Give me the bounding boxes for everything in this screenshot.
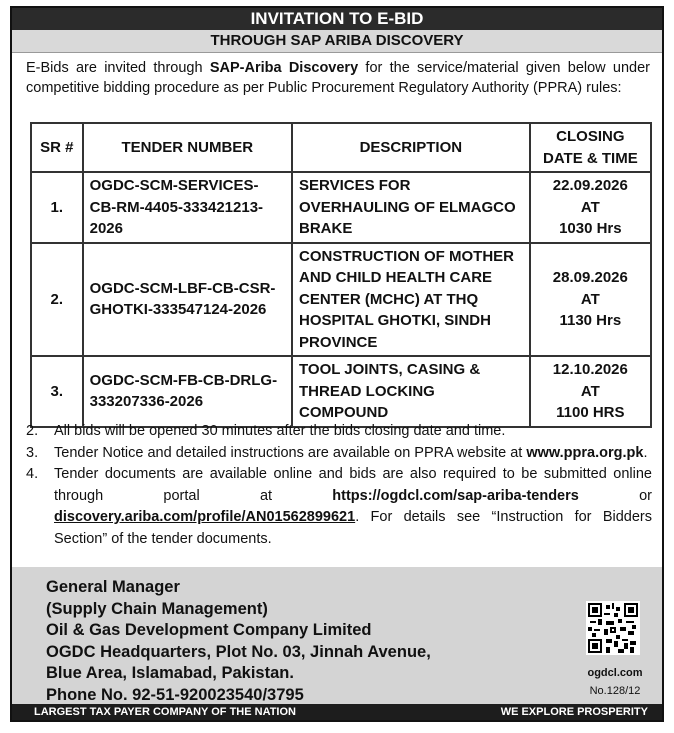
note-item xyxy=(26,421,652,443)
note-text-end: . For details see “Instruction for Bidders Section” of the tender documents. xyxy=(54,509,652,547)
contact-title: General Manager xyxy=(46,578,180,596)
reference-number: No.128/12 xyxy=(589,685,641,697)
note-text-mid: or xyxy=(578,487,652,504)
header-tender-number: TENDER NUMBER xyxy=(83,123,292,172)
closing-time: 1030 Hrs xyxy=(559,220,622,237)
header-sr: SR # xyxy=(31,123,83,172)
footer-right-slogan: WE EXPLORE PROSPERITY xyxy=(500,706,648,718)
row-closing xyxy=(530,172,651,243)
note-number: 2. xyxy=(26,423,39,439)
row-sr: 3. xyxy=(31,356,83,427)
row-tender-number: OGDC-SCM-SERVICES-CB-RM-4405-333421213-2026 xyxy=(83,172,292,243)
contact-department: (Supply Chain Management) xyxy=(46,599,268,618)
ariba-tenders-link[interactable]: https://ogdcl.com/sap-ariba-tenders xyxy=(332,487,579,504)
contact-section xyxy=(12,567,662,706)
note-item xyxy=(26,464,652,550)
note-number: 4. xyxy=(26,466,39,482)
intro-paragraph xyxy=(26,58,650,98)
table-row xyxy=(31,356,651,427)
note-number: 3. xyxy=(26,444,39,461)
row-description: TOOL JOINTS, CASING & THREAD LOCKING COMPOUND xyxy=(292,356,530,427)
row-tender-number: OGDC-SCM-FB-CB-DRLG-333207336-2026 xyxy=(83,356,292,427)
row-description: CONSTRUCTION OF MOTHER AND CHILD HEALTH CARE CENTER (MCHC) AT THQ HOSPITAL GHOTKI, SINDH PROVINCE xyxy=(292,243,530,357)
footer-bar xyxy=(12,704,662,720)
contact-address xyxy=(46,577,431,706)
contact-city: Blue Area, Islamabad, Pakistan. xyxy=(46,664,294,682)
row-description: SERVICES FOR OVERHAULING OF ELMAGCO BRAKE xyxy=(292,172,530,243)
table-header-row xyxy=(31,123,651,172)
closing-at: AT xyxy=(580,382,600,400)
header-closing: CLOSING DATE & TIME xyxy=(530,123,651,172)
closing-date: 12.10.2026 xyxy=(552,361,628,378)
ariba-profile-link[interactable]: discovery.ariba.com/profile/AN01562899621 xyxy=(54,509,356,525)
closing-date: 28.09.2026 xyxy=(552,269,628,286)
closing-date: 22.09.2026 xyxy=(552,177,628,194)
row-sr: 1. xyxy=(31,172,83,243)
note-item xyxy=(26,443,652,465)
contact-street: OGDC Headquarters, Plot No. 03, Jinnah Avenue, xyxy=(46,642,431,661)
qr-site-label: ogdcl.com xyxy=(587,667,643,679)
note-text: All bids will be opened 30 minutes after the bids closing date and time. xyxy=(54,423,506,439)
intro-text-start: E-Bids are invited through xyxy=(26,60,210,76)
tender-table xyxy=(30,122,652,428)
qr-code-icon xyxy=(586,601,640,655)
page-subtitle: THROUGH SAP ARIBA DISCOVERY xyxy=(12,30,662,53)
advertisement-frame xyxy=(10,6,664,722)
page-title: INVITATION TO E-BID xyxy=(12,8,662,30)
note-text-body: Tender Notice and detailed instructions are available on PPRA website at xyxy=(54,444,527,461)
row-closing xyxy=(530,243,651,357)
closing-time: 1100 HRS xyxy=(556,404,625,421)
note-text xyxy=(54,443,652,465)
contact-phone: Phone No. 92-51-920023540/3795 xyxy=(46,685,304,704)
header-description: DESCRIPTION xyxy=(292,123,530,172)
closing-at: AT xyxy=(580,198,600,216)
ppra-link[interactable]: www.ppra.org.pk xyxy=(526,444,644,461)
closing-at: AT xyxy=(580,290,600,308)
intro-platform: SAP-Ariba Discovery xyxy=(209,60,359,76)
note-text-body: Tender documents are available online and bids are also required to be submitted online through portal at xyxy=(54,466,652,504)
contact-company: Oil & Gas Development Company Limited xyxy=(46,621,372,639)
intro-text-end: for the service/material given below under competitive bidding procedure as per Public Procurement Regulatory Authority (PPRA) rules: xyxy=(26,60,650,96)
footer-left-slogan: LARGEST TAX PAYER COMPANY OF THE NATION xyxy=(34,706,296,718)
row-closing xyxy=(530,356,651,427)
row-sr: 2. xyxy=(31,243,83,357)
note-text-end: . xyxy=(643,444,648,461)
table-row xyxy=(31,172,651,243)
row-tender-number: OGDC-SCM-LBF-CB-CSR-GHOTKI-333547124-2026 xyxy=(83,243,292,357)
closing-time: 1130 Hrs xyxy=(559,312,622,329)
note-text xyxy=(54,464,652,550)
notes-list xyxy=(26,421,652,550)
table-row xyxy=(31,243,651,357)
